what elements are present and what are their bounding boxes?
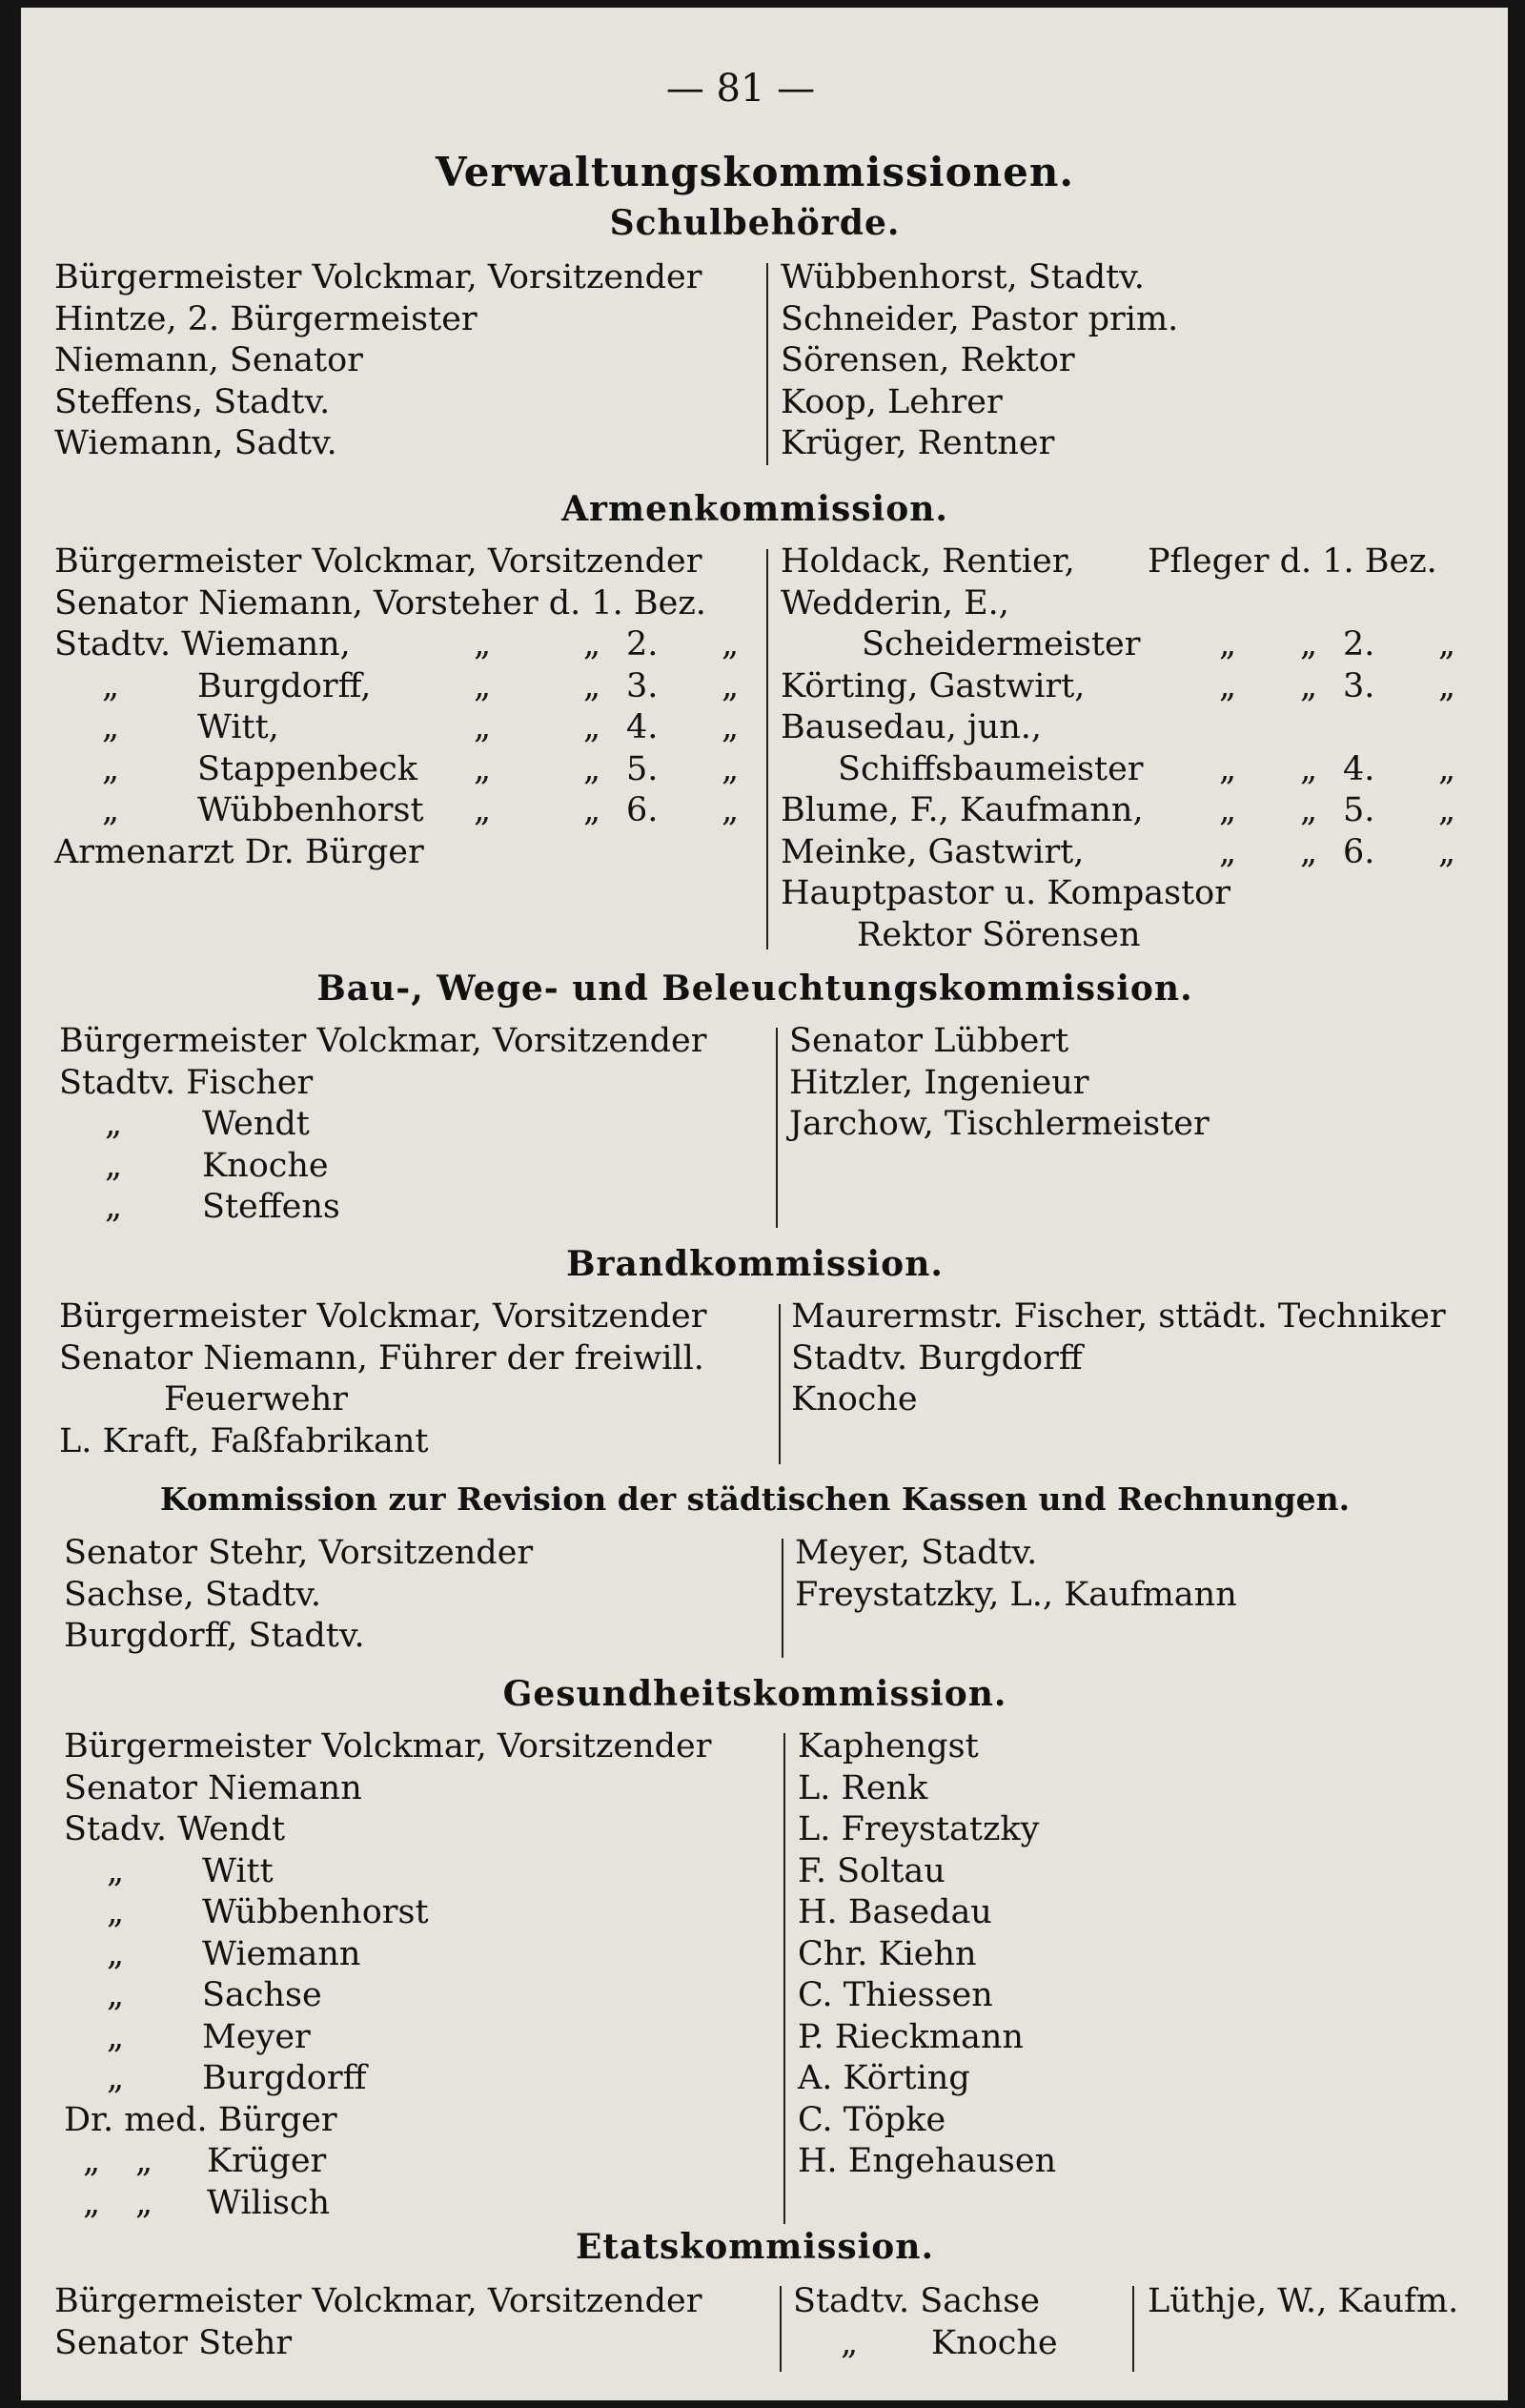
member-line: Senator Niemann, Führer der freiwill. — [59, 1338, 704, 1377]
member-line: Schneider, Pastor prim. — [781, 299, 1179, 338]
column-divider — [1132, 2286, 1134, 2372]
member-line: „ „ Wilisch — [83, 2183, 331, 2222]
member-line: Krüger, Rentner — [781, 424, 1055, 462]
member-line: F. Soltau — [798, 1851, 946, 1890]
column-divider — [782, 1539, 783, 1658]
member-line: „ Wübbenhorst — [107, 1893, 429, 1931]
member-line: Senator Niemann, Vorsteher d. 1. Bez. — [54, 583, 706, 622]
member-line: „ Knoche — [105, 1146, 329, 1185]
member-line: Niemann, Senator — [54, 341, 363, 379]
brandkommission-right-column — [791, 1296, 1446, 1421]
gesundheitskommission-left-column — [64, 1726, 712, 2224]
member-line: Jarchow, Tischlermeister — [789, 1105, 1210, 1143]
section-heading-revisionskommission: Kommission zur Revision der städtischen Kassen und Rechnungen. — [159, 1480, 1351, 1518]
member-line: Hauptpastor u. Kompastor — [781, 874, 1230, 912]
section-heading-gesundheitskommission: Gesundheitskommission. — [502, 1674, 1007, 1714]
member-line: Lüthje, W., Kaufm. — [1148, 2282, 1459, 2320]
member-line: Maurermstr. Fischer, sttädt. Techniker — [791, 1297, 1446, 1336]
member-line: H. Basedau — [798, 1893, 992, 1931]
member-line: Sachse, Stadtv. — [64, 1575, 322, 1614]
member-line: „ Witt — [107, 1851, 274, 1890]
armenkommission-right-column — [781, 541, 1486, 956]
member-line: Schiffsbaumeister „ „ 4. „ — [838, 749, 1456, 788]
member-line: C. Thiessen — [798, 1976, 993, 2014]
member-line: Armenarzt Dr. Bürger — [54, 832, 424, 871]
member-line: L. Freystatzky — [798, 1810, 1040, 1848]
member-line: „ Sachse — [107, 1976, 322, 2014]
etatskommission-right-column — [1148, 2281, 1458, 2323]
member-line: „ Wiemann — [107, 1934, 361, 1973]
column-divider — [766, 549, 768, 949]
member-line: „ Burgdorff, „ „ 3. „ — [102, 666, 740, 705]
armenkommission-left-column — [54, 541, 764, 873]
member-line: Wedderin, E., — [781, 583, 1009, 622]
schulbehoerde-left-column — [54, 257, 702, 465]
member-line: Bürgermeister Volckmar, Vorsitzender — [54, 258, 702, 296]
member-line: L. Renk — [798, 1768, 928, 1807]
baukommission-left-column — [59, 1021, 707, 1229]
section-heading-brandkommission: Brandkommission. — [566, 1244, 944, 1284]
member-line: Feuerwehr — [164, 1380, 349, 1418]
document-page — [21, 8, 1508, 2400]
member-line: Senator Lübbert — [789, 1022, 1069, 1060]
member-line: Burgdorff, Stadtv. — [64, 1617, 365, 1655]
member-line: Stadtv. Burgdorff — [791, 1338, 1083, 1377]
member-line: „ Wendt — [105, 1105, 310, 1143]
member-line: Rektor Sörensen — [857, 915, 1141, 954]
member-line: Scheidermeister „ „ 2. „ — [862, 625, 1456, 663]
member-line: „ Stappenbeck „ „ 5. „ — [102, 749, 740, 788]
section-heading-schulbehoerde: Schulbehörde. — [609, 203, 901, 243]
member-line: „ Meyer — [107, 2017, 311, 2056]
member-line: Wiemann, Sadtv. — [54, 424, 337, 462]
member-line: Bürgermeister Volckmar, Vorsitzender — [64, 1727, 712, 1765]
member-line: Koop, Lehrer — [781, 382, 1003, 421]
member-line: Senator Niemann — [64, 1768, 362, 1807]
member-line: „ Burgdorff — [107, 2059, 367, 2097]
schulbehoerde-right-column — [781, 257, 1178, 465]
member-line: L. Kraft, Faßfabrikant — [59, 1421, 429, 1460]
member-line: Chr. Kiehn — [798, 1934, 977, 1973]
member-line: H. Engehausen — [798, 2142, 1057, 2180]
member-line: Hitzler, Ingenieur — [789, 1063, 1089, 1102]
member-line: A. Körting — [798, 2059, 970, 2097]
column-divider — [780, 2286, 782, 2372]
member-line: Senator Stehr, Vorsitzender — [64, 1534, 534, 1572]
member-line: Knoche — [791, 1380, 918, 1418]
section-heading-etatskommission: Etatskommission. — [575, 2227, 935, 2267]
member-line: „ „ Krüger — [83, 2142, 327, 2180]
etatskommission-middle-column — [793, 2281, 1058, 2364]
member-line: Bürgermeister Volckmar, Vorsitzender — [54, 542, 702, 581]
member-line: P. Rieckmann — [798, 2017, 1024, 2056]
member-line: Bürgermeister Volckmar, Vorsitzender — [59, 1022, 707, 1060]
etatskommission-left-column — [54, 2281, 702, 2364]
member-line: Stadtv. Fischer — [59, 1063, 314, 1102]
member-line: Stadv. Wendt — [64, 1810, 286, 1848]
member-line: Sörensen, Rektor — [781, 341, 1075, 379]
member-line: Stadtv. Sachse — [793, 2282, 1040, 2320]
member-line: Bausedau, jun., — [781, 708, 1043, 746]
member-line: Steffens, Stadtv. — [54, 382, 331, 421]
member-line: Senator Stehr — [54, 2323, 293, 2362]
member-line: Blume, F., Kaufmann, „ „ 5. „ — [781, 791, 1456, 829]
gesundheitskommission-right-column — [798, 1726, 1056, 2183]
column-divider — [779, 1304, 781, 1464]
member-line: Meyer, Stadtv. — [795, 1534, 1038, 1572]
member-line: Stadtv. Wiemann, „ „ 2. „ — [54, 625, 740, 663]
revisionskommission-right-column — [795, 1533, 1237, 1616]
member-line: Freystatzky, L., Kaufmann — [795, 1575, 1237, 1614]
revisionskommission-left-column — [64, 1533, 533, 1658]
member-line: „ Witt, „ „ 4. „ — [102, 708, 740, 746]
column-divider — [766, 263, 768, 465]
section-heading-armenkommission: Armenkommission. — [561, 489, 948, 529]
member-line: Bürgermeister Volckmar, Vorsitzender — [59, 1297, 707, 1336]
baukommission-right-column — [789, 1021, 1210, 1146]
section-heading-baukommission: Bau-, Wege- und Beleuchtungskommission. — [316, 969, 1193, 1009]
member-line: Körting, Gastwirt, „ „ 3. „ — [781, 666, 1456, 705]
member-line: Kaphengst — [798, 1727, 979, 1765]
member-line: Hintze, 2. Bürgermeister — [54, 299, 478, 338]
member-line: C. Töpke — [798, 2100, 946, 2139]
member-line: Dr. med. Bürger — [64, 2100, 337, 2139]
page-number: — 81 — — [665, 67, 816, 111]
member-line: Meinke, Gastwirt, „ „ 6. „ — [781, 832, 1456, 871]
member-line: Bürgermeister Volckmar, Vorsitzender — [54, 2282, 702, 2320]
column-divider — [776, 1028, 778, 1228]
column-divider — [783, 1733, 785, 2224]
member-line: „ Wübbenhorst „ „ 6. „ — [102, 791, 740, 829]
page-title: Verwaltungskommissionen. — [435, 149, 1075, 195]
member-line: Wübbenhorst, Stadtv. — [781, 258, 1145, 296]
brandkommission-left-column — [59, 1296, 707, 1462]
member-line: „ Knoche — [841, 2323, 1058, 2362]
member-line: Holdack, Rentier, Pfleger d. 1. Bez. — [781, 542, 1437, 581]
member-line: „ Steffens — [105, 1188, 340, 1226]
